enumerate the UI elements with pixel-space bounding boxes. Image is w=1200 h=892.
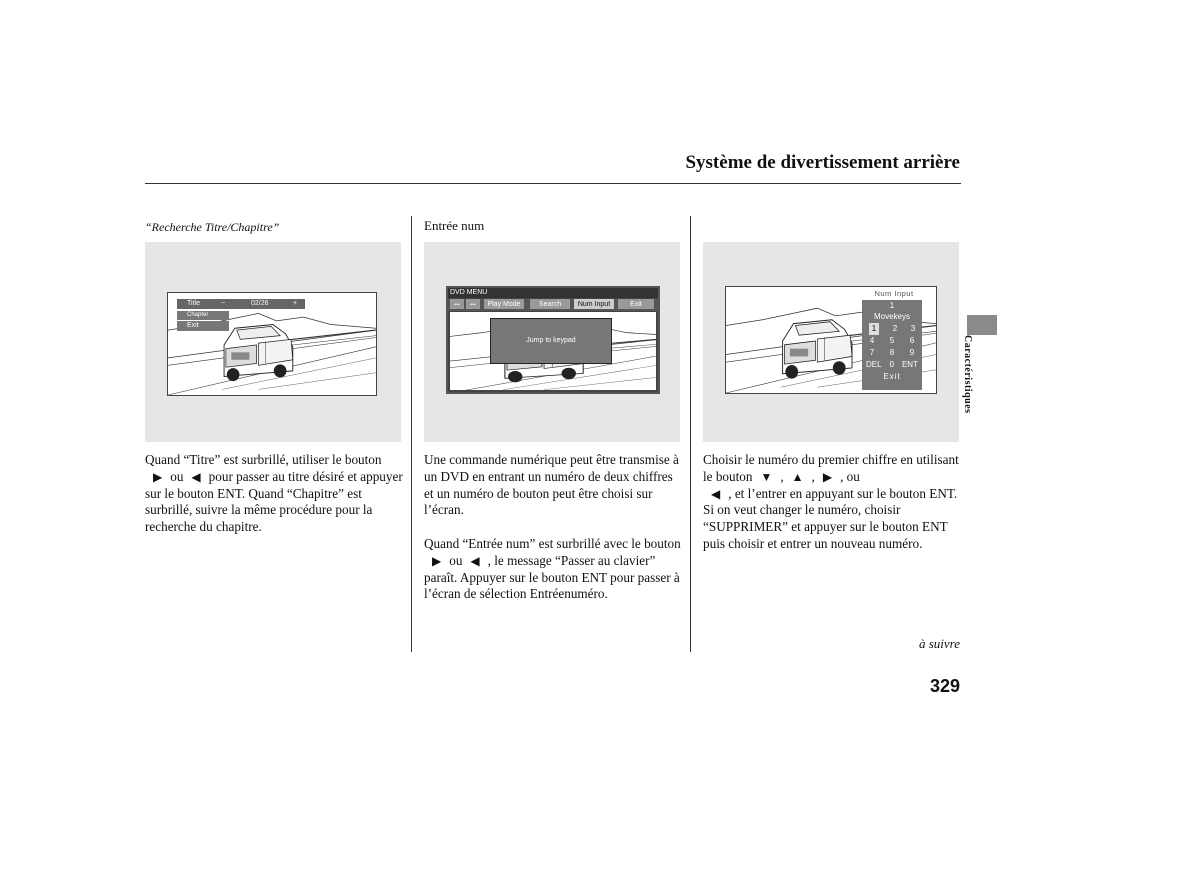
num-input-button[interactable]: Num Input — [574, 299, 614, 309]
keypad-row — [862, 323, 922, 335]
right-arrow-icon: ▶ — [153, 469, 163, 484]
left-arrow-icon: ◀ — [711, 486, 721, 501]
keypad-exit-button[interactable]: Exit — [883, 372, 901, 381]
key-2[interactable]: 2 — [892, 324, 898, 333]
page-title: Système de divertissement arrière — [685, 152, 960, 173]
key-9[interactable]: 9 — [909, 348, 915, 357]
figure-title-search — [145, 242, 401, 442]
title-number-value: 02/26 — [251, 300, 269, 307]
right-arrow-icon: ▶ — [432, 553, 442, 568]
key-6[interactable]: 6 — [909, 336, 915, 345]
section-label-text: Caractéristiques — [962, 335, 973, 414]
left-arrow-icon: ◀ — [191, 469, 201, 484]
col3-sep-2: , — [811, 468, 815, 484]
dvd-screen — [167, 292, 377, 396]
exit-menu-item[interactable]: Exit — [177, 321, 229, 331]
column-divider — [411, 216, 412, 652]
left-arrow-icon: ◀ — [470, 553, 480, 568]
menu-button-2[interactable]: ••• — [466, 299, 480, 309]
col3-sep-3: , ou — [840, 468, 860, 484]
col2-para2-end: , le message “Passer au clavier” paraît. Appuyer sur le bouton ENT pour passer à l’écran de sélection Entréenuméro. — [424, 552, 680, 602]
column-divider — [690, 216, 691, 652]
col3-text — [703, 452, 961, 570]
key-del[interactable]: DEL — [865, 360, 882, 369]
right-arrow-icon: ▶ — [822, 469, 833, 484]
keypad-row — [862, 335, 922, 347]
movekeys-label: Movekeys — [873, 312, 910, 321]
key-3[interactable]: 3 — [910, 324, 916, 333]
minus-button[interactable]: − — [221, 300, 226, 307]
col3-sep-1: , — [780, 468, 784, 484]
key-1[interactable]: 1 — [869, 323, 879, 335]
figure-keypad — [703, 242, 959, 442]
exit-button[interactable]: Exit — [618, 299, 654, 309]
col2-text — [424, 452, 682, 620]
title-menu-label: Title — [187, 300, 200, 307]
key-5[interactable]: 5 — [889, 336, 895, 345]
col2-para2-start: Quand “Entrée num” est surbrillé avec le bouton — [424, 535, 681, 551]
num-input-title: Num Input — [874, 289, 914, 298]
jump-to-keypad-popup[interactable]: Jump to keypad — [490, 318, 612, 364]
col1-text — [145, 452, 403, 553]
figure-num-input — [424, 242, 680, 442]
down-arrow-icon: ▼ — [760, 469, 773, 484]
col1-para-end: pour passer au titre désiré et appuyer sur le bouton ENT. Quand “Chapitre” est surbrillé, suivre la même procédure pour la recherche du chapitre. — [145, 468, 403, 535]
key-ent[interactable]: ENT — [901, 360, 918, 369]
key-4[interactable]: 4 — [869, 336, 875, 345]
col3-para-end: , et l’entrer en appuyant sur le bouton ENT. Si on veut changer le numéro, choisir “SUPPRIMER” et appuyer sur le bouton ENT puis choisir et entrer un nouveau numéro. — [703, 485, 958, 551]
play-mode-button[interactable]: Play Mode — [484, 299, 524, 309]
col1-or: ou — [170, 468, 184, 484]
dvd-menu-bar — [448, 299, 658, 311]
figure-caption-num-input: Entrée num — [424, 218, 485, 233]
page-number: 329 — [929, 676, 960, 696]
continued-note: à suivre — [918, 636, 960, 651]
keypad-row — [862, 359, 922, 371]
section-label — [962, 335, 996, 425]
keypad-display: 1 — [889, 301, 895, 310]
keypad-row — [862, 347, 922, 359]
search-button[interactable]: Search — [530, 299, 570, 309]
figure-caption-title-search: “Recherche Titre/Chapitre” — [145, 220, 280, 234]
key-7[interactable]: 7 — [869, 348, 875, 357]
col1-para-start: Quand “Titre” est surbrillé, utiliser le bouton — [145, 452, 382, 467]
plus-button[interactable]: + — [293, 300, 298, 307]
key-0[interactable]: 0 — [889, 360, 894, 369]
dvd-menu-title: DVD MENU — [448, 288, 660, 298]
header-rule — [145, 183, 961, 184]
up-arrow-icon: ▲ — [791, 469, 804, 484]
chapter-menu-item[interactable]: Chapter — [177, 311, 229, 320]
menu-button-1[interactable]: ••• — [450, 299, 464, 309]
dvd-screen — [446, 286, 660, 394]
section-tab — [967, 315, 997, 335]
dvd-screen — [725, 286, 937, 394]
title-menu-row[interactable] — [177, 299, 305, 309]
keypad-panel — [862, 300, 922, 390]
col2-or: ou — [449, 552, 463, 568]
col2-paragraph-1: Une commande numérique peut être transmise à un DVD en entrant un numéro de deux chiffres et un numéro de bouton peut être choisi sur l’écran. — [424, 452, 679, 518]
key-8[interactable]: 8 — [889, 348, 895, 357]
col3-para-start: Choisir le numéro du premier chiffre en utilisant le bouton — [703, 452, 959, 484]
